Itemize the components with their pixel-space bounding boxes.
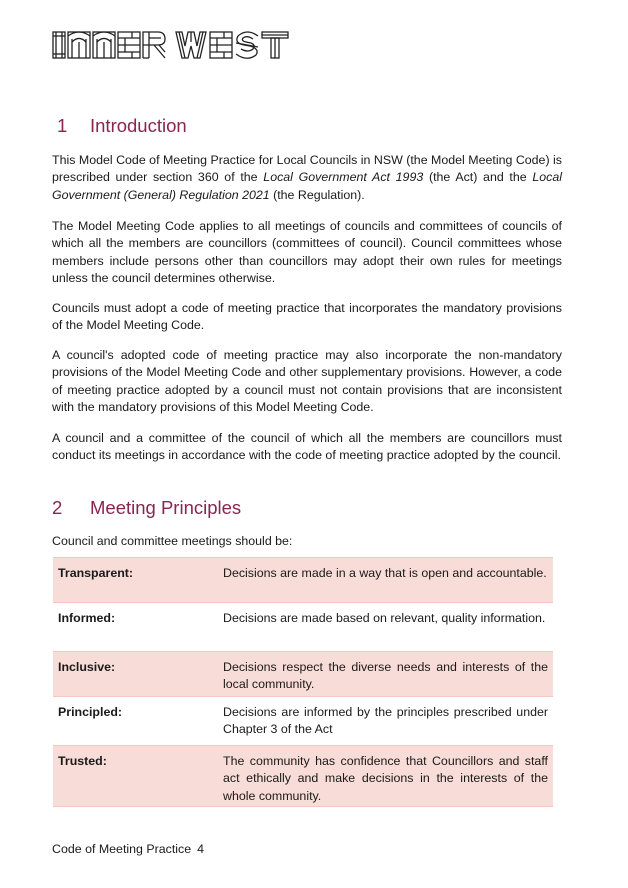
table-row — [53, 603, 553, 651]
principle-description: The community has confidence that Councillors and staff act ethically and make decisions in the interests of the whole community. — [223, 754, 548, 803]
intro-paragraph-1: This Model Code of Meeting Practice for Local Councils in NSW (the Model Meeting Code) is prescribed under section 360 of the Local Government Act 1993 (the Act) and the Local Government (General) Regulation 2021 (the Regulation). — [52, 153, 562, 202]
intro-paragraph-5: A council and a committee of the council of which all the members are councillors must conduct its meetings in accordance with the code of meeting practice adopted by the council. — [52, 431, 562, 463]
inner-west-logo — [52, 30, 292, 60]
principle-description: Decisions respect the diverse needs and interests of the local community. — [223, 660, 548, 692]
table-row — [53, 697, 553, 745]
principle-description: Decisions are made in a way that is open and accountable. — [223, 566, 547, 580]
section-1-title: Introduction — [90, 115, 187, 136]
section-1-number: 1 — [57, 115, 68, 136]
principle-term: Transparent: — [58, 566, 134, 580]
section-2-heading — [52, 497, 572, 519]
intro-paragraph-2: The Model Meeting Code applies to all meetings of councils and committees of councils of which all the members are councillors (committees of council). Council committees whose members include persons other than councillors may adopt their own rules for meetings unless the council determines otherwise. — [52, 219, 562, 286]
principles-table — [53, 557, 553, 807]
principle-term: Principled: — [58, 705, 123, 719]
principles-intro: Council and committee meetings should be: — [52, 534, 293, 548]
section-2-title: Meeting Principles — [90, 497, 242, 518]
intro-paragraph-3: Councils must adopt a code of meeting practice that incorporates the mandatory provisions of the Model Meeting Code. — [52, 301, 562, 333]
intro-paragraph-4: A council's adopted code of meeting practice may also incorporate the non-mandatory provisions of the Model Meeting Code and other supplementary provisions. However, a code of meeting practice adopted by a council must not contain provisions that are inconsistent with the mandatory provisions of this Model Meeting Code. — [52, 348, 562, 415]
page-number: 4 — [197, 842, 205, 856]
section-1-heading — [57, 115, 577, 137]
table-row — [53, 651, 553, 697]
section-2-number: 2 — [52, 497, 63, 518]
table-row — [53, 557, 553, 603]
principle-term: Informed: — [58, 611, 116, 625]
principle-term: Trusted: — [58, 754, 107, 768]
principle-description: Decisions are informed by the principles prescribed under Chapter 3 of the Act — [223, 705, 548, 737]
page-footer — [52, 842, 204, 856]
table-row — [53, 745, 553, 807]
principle-term: Inclusive: — [58, 660, 116, 674]
principle-description: Decisions are made based on relevant, quality information. — [223, 611, 546, 625]
footer-document-title: Code of Meeting Practice — [52, 842, 192, 856]
